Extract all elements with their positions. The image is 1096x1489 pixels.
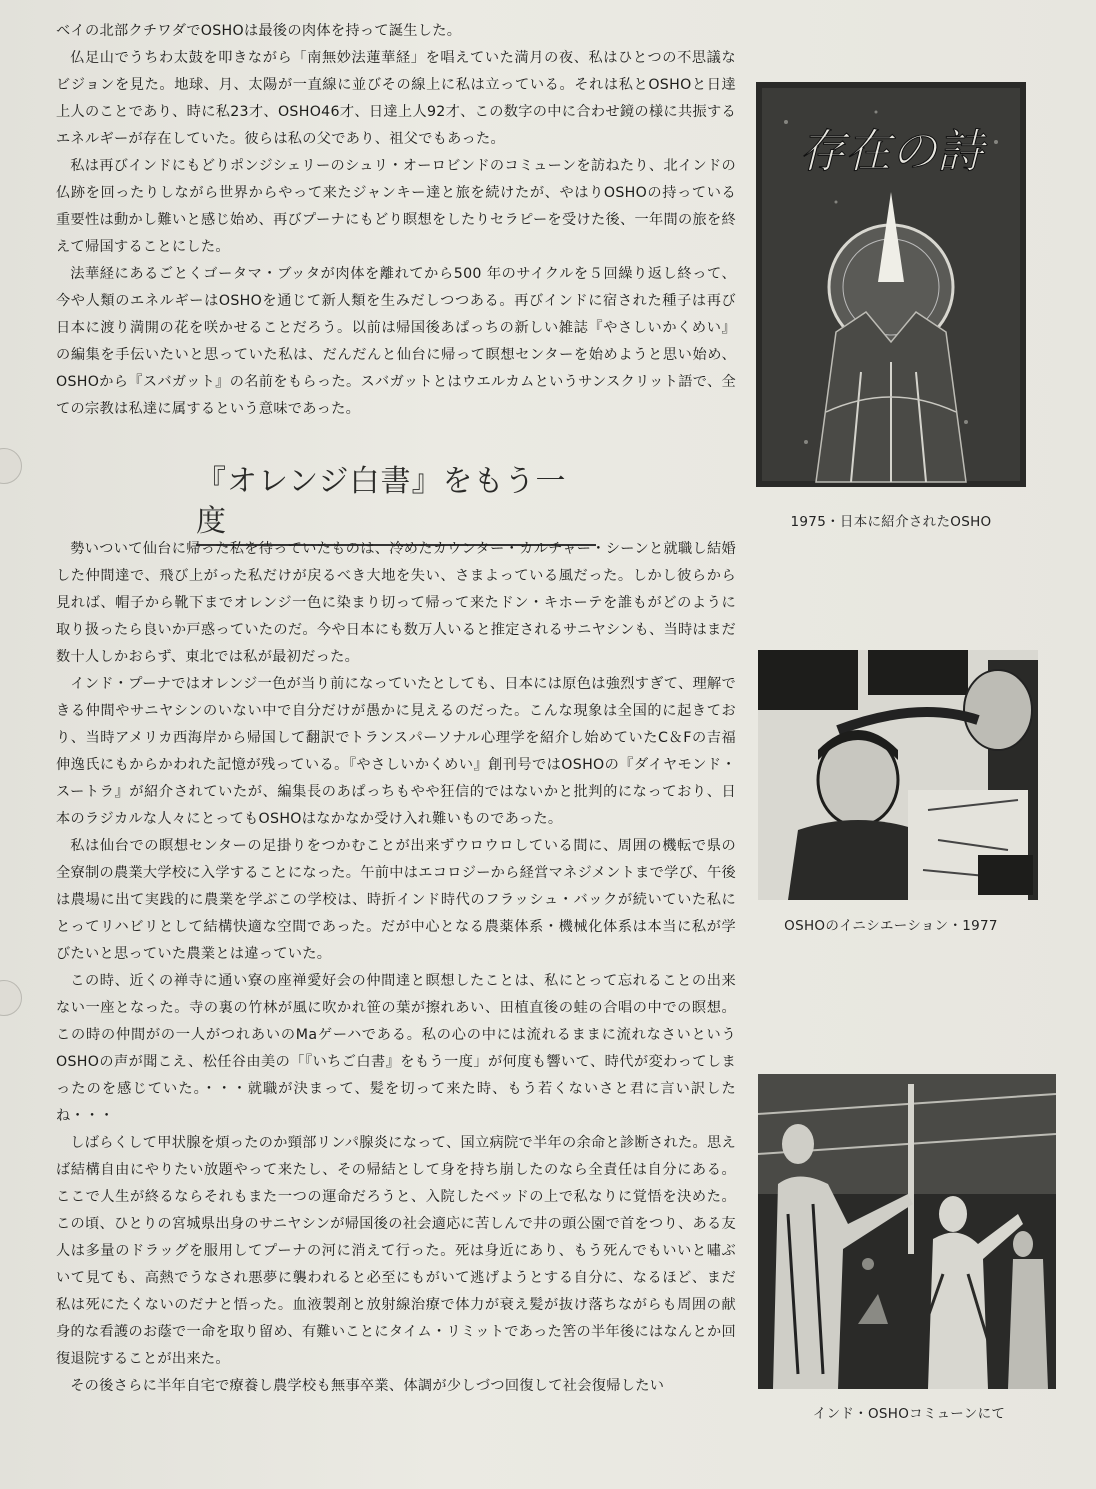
article-body-block [56, 536, 736, 1400]
paragraph: ベイの北部クチワダでOSHOは最後の肉体を持って誕生した。 [56, 23, 462, 39]
initiation-photo [758, 650, 1038, 900]
caption-1977: OSHOのイニシエーション・1977 [784, 918, 998, 934]
book-cover-image [756, 82, 1026, 487]
caption-1975: 1975・日本に紹介されたOSHO [790, 514, 992, 530]
paragraph: 法華経にあるごとくゴータマ・ブッタが肉体を離れてから500 年のサイクルを５回繰り返し終って、今や人類のエネルギーはOSHOを通じて新人類を生みだしつつある。再びインドに宿された種子は再び日本に渡り満開の花を咲かせることだろう。以前は帰国後あぱっちの新しい雑誌『やさしいかくめい』の編集を手伝いたいと思っていた私は、だんだんと仙台に帰って瞑想センターを始めようと思い始め、OSHOから『スバガット』の名前をもらった。スバガットとはウエルカムというサンスクリット語で、全ての宗教は私達に属するという意味であった。 [56, 266, 736, 417]
cover-title: 存在の詩 [799, 124, 983, 178]
article-intro-block [56, 18, 736, 423]
paragraph: インド・プーナではオレンジ一色が当り前になっていたとしても、日本には原色は強烈すぎて、理解できる仲間やサニヤシンのいない中で自分だけが愚かに見えるのだった。こんな現象は全国的に起きており、当時アメリカ西海岸から帰国して翻訳でトランスパーソナル心理学を紹介し始めていたC＆Fの吉福伸逸氏にもからかわれた記憶が残っている。『やさしいかくめい』創刊号ではOSHOの『ダイヤモンド・スートラ』が紹介されていたが、編集長のあぱっちもやや狂信的ではないかと批判的になっており、日本のラジカルな人々にとってもOSHOはなかなか受け入れ難いものであった。 [56, 676, 736, 827]
paragraph: 私は仙台での瞑想センターの足掛りをつかむことが出来ずウロウロしている間に、周囲の機転で県の全寮制の農業大学校に入学することになった。午前中はエコロジーから経営マネジメントまで学び、午後は農場に出て実践的に農業を学ぶこの学校は、時折インド時代のフラッシュ・バックが続いていた私にとってリハビリとして結構快適な空間であった。だが中心となる農薬体系・機械化体系は本当に私が学びたいと思っていた農業とは違っていた。 [56, 838, 736, 962]
paragraph: 私は再びインドにもどりポンジシェリーのシュリ・オーロビンドのコミューンを訪ねたり、北インドの仏跡を回ったりしながら世界からやって来たジャンキー達と旅を続けたが、やはりOSHOの持っている重要性は動かし難いと感じ始め、再びプーナにもどり瞑想をしたりセラピーを受けた後、一年間の旅を終えて帰国することにした。 [56, 158, 736, 255]
paragraph: 仏足山でうちわ太鼓を叩きながら「南無妙法蓮華経」を唱えていた満月の夜、私はひとつの不思議なビジョンを見た。地球、月、太陽が一直線に並びその線上に私は立っている。それは私とOSHOと日達上人のことであり、時に私23才、OSHO46才、日達上人92才、この数字の中に合わせ鏡の様に共振するエネルギーが存在していた。彼らは私の父であり、祖父でもあった。 [56, 50, 736, 147]
section-heading: 『オレンジ白書』をもう一度 [196, 462, 596, 546]
paragraph: 勢いついて仙台に帰った私を待っていたものは、冷めたカウンター・カルチャー・シーンと就職し結婚した仲間達で、飛び上がった私だけが戻るべき大地を失い、さまよっている風だった。しかし彼らから見れば、帽子から靴下までオレンジ一色に染まり切って帰って来たドン・キホーテを誰もがどのように取り扱ったら良いか戸惑っていたのだ。今や日本にも数万人いると推定されるサニヤシンも、当時はまだ数十人しかおらず、東北では私が最初だった。 [56, 541, 736, 665]
caption-commune: インド・OSHOコミューンにて [812, 1406, 1006, 1422]
commune-photo [758, 1074, 1056, 1389]
binder-hole [0, 448, 22, 484]
paragraph: この時、近くの禅寺に通い寮の座禅愛好会の仲間達と瞑想したことは、私にとって忘れることの出来ない一座となった。寺の裏の竹林が風に吹かれ笹の葉が擦れあい、田植直後の蛙の合唱の中での瞑想。この時の仲間がの一人がつれあいのMaゲーハである。私の心の中には流れるままに流れなさいというOSHOの声が聞こえ、松任谷由美の「『いちご白書』をもう一度」が何度も響いて、時代が変わってしまったのを感じていた。・・・就職が決まって、髪を切って来た時、もう若くないさと君に言い訳したね・・・ [56, 973, 736, 1124]
paragraph: その後さらに半年自宅で療養し農学校も無事卒業、体調が少しづつ回復して社会復帰したい [70, 1378, 665, 1394]
binder-hole [0, 980, 22, 1016]
paragraph: しばらくして甲状腺を煩ったのか頸部リンパ腺炎になって、国立病院で半年の余命と診断された。思えば結構自由にやりたい放題やって来たし、その帰結として身を持ち崩したのなら全責任は自分にある。ここで人生が終るならそれもまた一つの運命だろうと、入院したベッドの上で私なりに覚悟を決めた。この頃、ひとりの宮城県出身のサニヤシンが帰国後の社会適応に苦しんで井の頭公園で首をつり、ある友人は多量のドラッグを服用してプーナの河に消えて行った。死は身近にあり、もう死んでもいいと嘯ぶいて見ても、高熱でうなされ悪夢に襲われると必至にもがいて逃げようとする自分に、なるほど、まだ私は死にたくないのだナと悟った。血液製剤と放射線治療で体力が衰え髪が抜け落ちながらも周囲の献身的な看護のお蔭で一命を取り留め、有難いことにタイム・リミットであった筈の半年後にはなんとか回復退院することが出来た。 [56, 1135, 736, 1367]
